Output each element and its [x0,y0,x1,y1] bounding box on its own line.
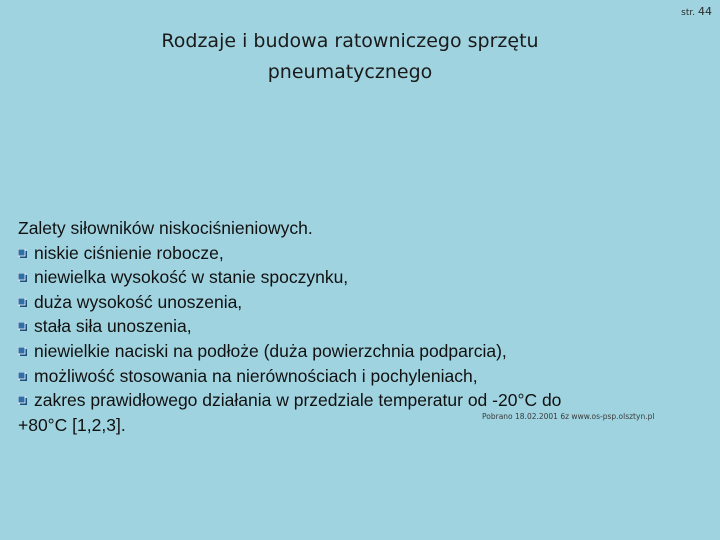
bullet-item [18,339,698,364]
bullet-text: niewielkie naciski na podłoże (duża powierzchnia podparcia), [34,340,507,361]
bullet-item [18,290,698,315]
bullet-item [18,265,698,290]
page-number-value: 44 [698,5,712,18]
square-bullet-icon [18,372,27,381]
bullet-text: niewielka wysokość w stanie spoczynku, [34,267,349,288]
slide-title-line-2: pneumatycznego [267,61,433,83]
page-number-label: str. [681,8,696,18]
slide-title [140,26,560,88]
square-bullet-icon [18,298,27,307]
bullet-text: duża wysokość unoszenia, [34,291,243,312]
bullet-item [18,241,698,266]
square-bullet-icon [18,347,27,356]
square-bullet-icon [18,273,27,282]
content-body [18,216,698,437]
bullet-text: zakres prawidłowego działania w przedziale temperatur od -20°C do [34,390,562,411]
source-note: Pobrano 18.02.2001 6z www.os-psp.olsztyn.pl [482,412,655,421]
bullet-item [18,388,698,413]
bullet-text: niskie ciśnienie robocze, [34,242,224,263]
bullet-item [18,314,698,339]
bullet-list [18,241,698,413]
content-heading: Zalety siłowników niskociśnieniowych. [18,218,313,238]
square-bullet-icon [18,322,27,331]
content-continuation: +80°C [1,2,3]. [18,414,126,435]
slide-title-line-1: Rodzaje i budowa ratowniczego sprzętu [161,30,539,52]
square-bullet-icon [18,249,27,258]
bullet-text: możliwość stosowania na nierównościach i pochyleniach, [34,365,478,386]
square-bullet-icon [18,396,27,405]
bullet-item [18,364,698,389]
page-number [681,5,712,18]
bullet-text: stała siła unoszenia, [34,316,192,337]
